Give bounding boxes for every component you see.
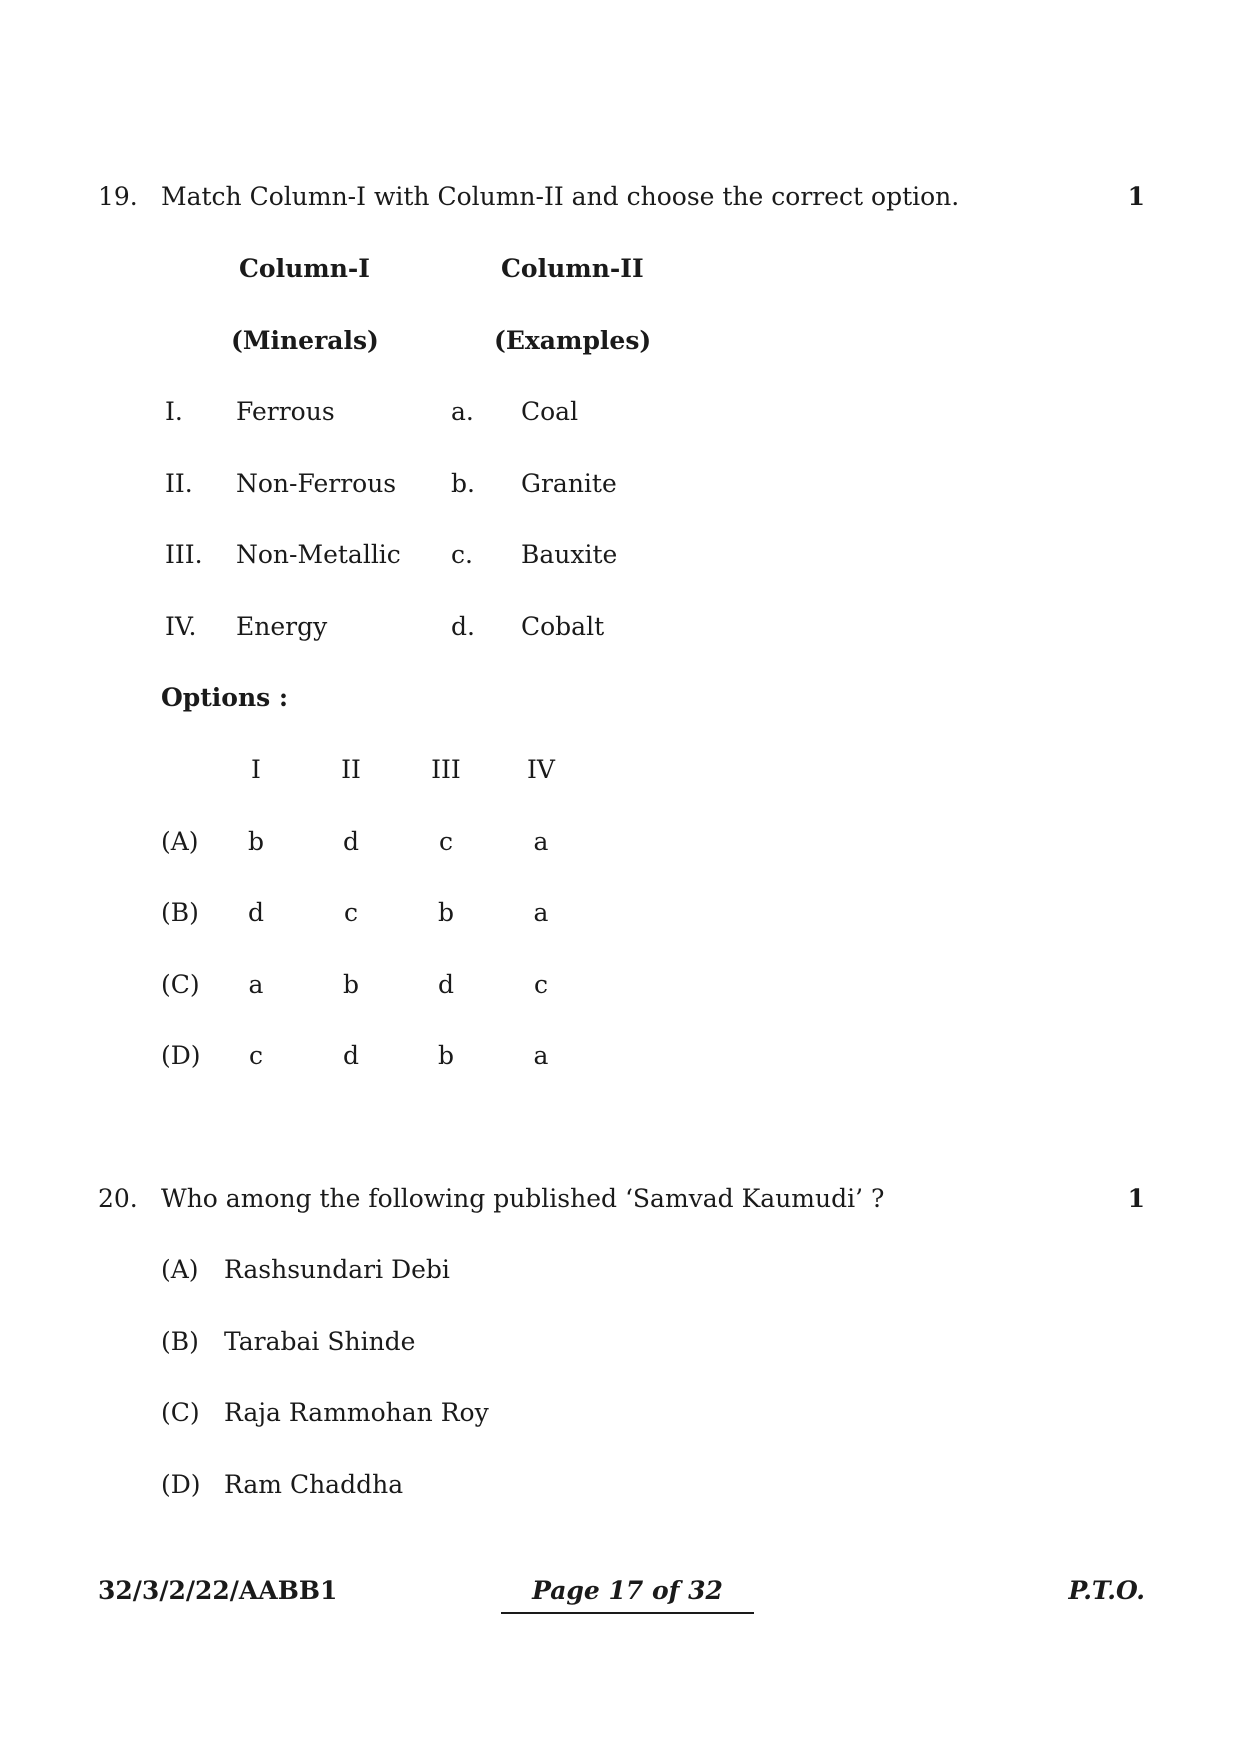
match-row-letter: d.: [451, 612, 475, 641]
answer-option-label: (A): [161, 1255, 199, 1284]
match-row-example: Cobalt: [521, 612, 605, 641]
option-value: b: [437, 1041, 454, 1070]
option-value: c: [248, 1041, 263, 1070]
option-value: b: [342, 970, 359, 999]
question-19-marks: 1: [1127, 182, 1145, 211]
option-value: d: [342, 1041, 359, 1070]
question-20-marks: 1: [1127, 1184, 1145, 1213]
option-label: (B): [161, 898, 199, 927]
match-row-mineral: Energy: [236, 612, 328, 641]
page-number: Page 17 of 32: [532, 1576, 723, 1605]
option-value: a: [533, 898, 549, 927]
match-row-mineral: Non-Ferrous: [236, 469, 397, 498]
match-row-num: III.: [165, 540, 203, 569]
option-value: d: [437, 970, 454, 999]
option-label: (A): [161, 827, 199, 856]
options-label: Options :: [161, 683, 289, 712]
match-row-example: Bauxite: [521, 540, 618, 569]
question-20-number: 20.: [98, 1184, 138, 1213]
answer-option-text: Ram Chaddha: [224, 1470, 404, 1499]
match-row-letter: b.: [451, 469, 475, 498]
match-row-letter: c.: [451, 540, 473, 569]
answer-option-text: Tarabai Shinde: [224, 1327, 416, 1356]
option-value: a: [533, 827, 549, 856]
question-20-text: Who among the following published ‘Samvad Kaumudi’ ?: [161, 1184, 885, 1213]
option-value: b: [437, 898, 454, 927]
match-row-num: IV.: [165, 612, 197, 641]
column-2-header: Column-II: [501, 254, 644, 283]
answer-option-label: (C): [161, 1398, 200, 1427]
option-header-ii: II: [341, 755, 361, 784]
match-row-num: II.: [165, 469, 193, 498]
option-value: c: [438, 827, 453, 856]
option-label: (C): [161, 970, 200, 999]
option-value: a: [248, 970, 264, 999]
match-row-example: Granite: [521, 469, 617, 498]
column-1-subheader: (Minerals): [231, 326, 379, 355]
option-header-i: I: [251, 755, 261, 784]
pto-marker: P.T.O.: [1068, 1576, 1145, 1605]
question-19-text: Match Column-I with Column-II and choose the correct option.: [161, 182, 960, 211]
option-header-iv: IV: [527, 755, 555, 784]
paper-code: 32/3/2/22/AABB1: [98, 1576, 338, 1605]
column-1-header: Column-I: [239, 254, 370, 283]
answer-option-text: Raja Rammohan Roy: [224, 1398, 489, 1427]
option-value: c: [533, 970, 548, 999]
option-value: c: [343, 898, 358, 927]
option-value: d: [247, 898, 264, 927]
match-row-mineral: Non-Metallic: [236, 540, 401, 569]
column-2-subheader: (Examples): [494, 326, 652, 355]
match-row-example: Coal: [521, 397, 579, 426]
page-number-underline: [501, 1612, 754, 1614]
option-value: d: [342, 827, 359, 856]
option-value: b: [247, 827, 264, 856]
option-header-iii: III: [431, 755, 461, 784]
match-row-letter: a.: [451, 397, 474, 426]
match-row-num: I.: [165, 397, 183, 426]
option-value: a: [533, 1041, 549, 1070]
question-19-number: 19.: [98, 182, 138, 211]
answer-option-label: (B): [161, 1327, 199, 1356]
option-label: (D): [161, 1041, 201, 1070]
match-row-mineral: Ferrous: [236, 397, 335, 426]
answer-option-label: (D): [161, 1470, 201, 1499]
answer-option-text: Rashsundari Debi: [224, 1255, 450, 1284]
